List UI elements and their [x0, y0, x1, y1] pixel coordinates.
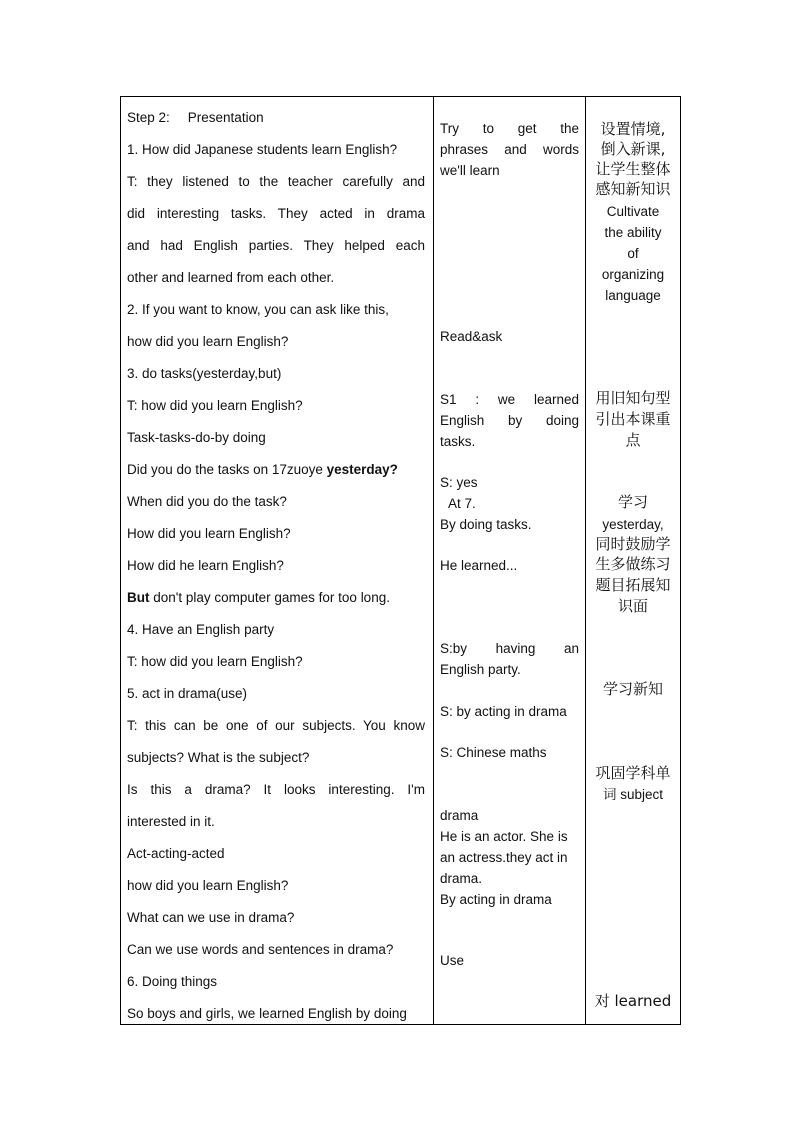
- how-question: how did you learn English?: [127, 878, 289, 893]
- question-5: 5. act in drama(use): [127, 686, 248, 701]
- activity-text: we'll learn: [440, 163, 500, 178]
- student-answer: English by doing: [440, 413, 579, 428]
- purpose-text: the ability: [604, 225, 662, 240]
- step-heading: [127, 110, 425, 126]
- student-answer: an actress.they act in: [440, 850, 568, 865]
- step-title: Presentation: [187, 110, 264, 125]
- teacher-line: other and learned from each other.: [127, 270, 335, 285]
- student-answer: S1 : we learned: [440, 392, 579, 407]
- student-answer: S:by having an: [440, 641, 579, 656]
- student-answer: By acting in drama: [440, 892, 552, 907]
- drama-line: interested in it.: [127, 814, 215, 829]
- purpose-text: 巩固学科单: [595, 764, 671, 782]
- purpose-text: organizing: [601, 267, 665, 282]
- purpose-text: 对 learned: [594, 992, 672, 1010]
- purpose-text: Cultivate: [606, 204, 660, 219]
- how-question: How did you learn English?: [127, 526, 291, 541]
- activity-text: Try to get the: [440, 121, 579, 136]
- teacher-line: subjects? What is the subject?: [127, 750, 310, 765]
- question-4: 4. Have an English party: [127, 622, 275, 637]
- closing-line: So boys and girls, we learned English by doing: [127, 1006, 407, 1021]
- question-2-cont: how did you learn English?: [127, 334, 289, 349]
- word-chain: Act-acting-acted: [127, 846, 225, 861]
- procedure-column: [121, 97, 434, 1024]
- purpose-text: 引出本课重: [595, 410, 671, 428]
- use-question: What can we use in drama?: [127, 910, 295, 925]
- purpose-text: 设置情境,: [600, 120, 666, 138]
- step-label: Step 2:: [127, 110, 170, 125]
- but-sentence: But don't play computer games for too long.: [127, 590, 390, 605]
- question-2: 2. If you want to know, you can ask like this,: [127, 302, 389, 317]
- word-chain: Task-tasks-do-by doing: [127, 430, 266, 445]
- teacher-line: T: how did you learn English?: [127, 398, 303, 413]
- student-answer: He is an actor. She is: [440, 829, 568, 844]
- keyword-but: But: [127, 590, 150, 605]
- keyword-yesterday: yesterday?: [326, 462, 398, 477]
- teacher-line: T: how did you learn English?: [127, 654, 303, 669]
- purpose-text: of: [627, 246, 639, 261]
- purpose-text: 点: [625, 431, 641, 449]
- teacher-line: T: they listened to the teacher carefully and: [127, 174, 425, 189]
- question-3: 3. do tasks(yesterday,but): [127, 366, 282, 381]
- lesson-plan-table: [120, 96, 681, 1025]
- student-answer: S: by acting in drama: [440, 704, 567, 719]
- purpose-text: 倒入新课,: [600, 140, 666, 158]
- teacher-line: T: this can be one of our subjects. You know: [127, 718, 425, 733]
- student-answer: S: yes: [440, 475, 478, 490]
- purpose-text: 用旧知句型: [595, 389, 671, 407]
- purpose-text: 词 subject: [602, 787, 664, 802]
- purpose-text: 学习新知: [602, 680, 663, 698]
- teacher-line: did interesting tasks. They acted in drama: [127, 206, 425, 221]
- student-answer: English party.: [440, 662, 521, 677]
- how-question: How did he learn English?: [127, 558, 284, 573]
- activity-text: phrases and words: [440, 142, 579, 157]
- question-1: 1. How did Japanese students learn English?: [127, 142, 398, 157]
- words-question: Can we use words and sentences in drama?: [127, 942, 394, 957]
- activity-text: Read&ask: [440, 329, 503, 344]
- student-answer: drama.: [440, 871, 483, 886]
- student-answer: Use: [440, 953, 465, 968]
- student-answer: At 7.: [448, 496, 476, 511]
- purpose-text: 学习: [617, 493, 648, 511]
- student-answer: By doing tasks.: [440, 517, 532, 532]
- student-answer: drama: [440, 808, 479, 823]
- purpose-text: language: [605, 288, 661, 303]
- drama-line: Is this a drama? It looks interesting. I'm: [127, 782, 425, 797]
- purpose-text: yesterday,: [602, 517, 664, 532]
- when-question: When did you do the task?: [127, 494, 287, 509]
- question-6: 6. Doing things: [127, 974, 218, 989]
- purpose-text: 题目拓展知: [595, 576, 671, 594]
- purpose-text: 生多做练习: [595, 555, 671, 573]
- purpose-column: [586, 97, 680, 1024]
- student-activity-column: [434, 97, 586, 1024]
- purpose-text: 识面: [617, 597, 648, 615]
- teacher-line: and had English parties. They helped each: [127, 238, 425, 253]
- student-answer: tasks.: [440, 434, 476, 449]
- purpose-text: 同时鼓励学: [595, 535, 671, 553]
- purpose-text: 让学生整体: [595, 160, 671, 178]
- student-answer: S: Chinese maths: [440, 745, 547, 760]
- purpose-text: 感知新知识: [595, 180, 671, 198]
- tasks-question: Did you do the tasks on 17zuoye yesterday?: [127, 462, 398, 477]
- student-answer: He learned...: [440, 558, 518, 573]
